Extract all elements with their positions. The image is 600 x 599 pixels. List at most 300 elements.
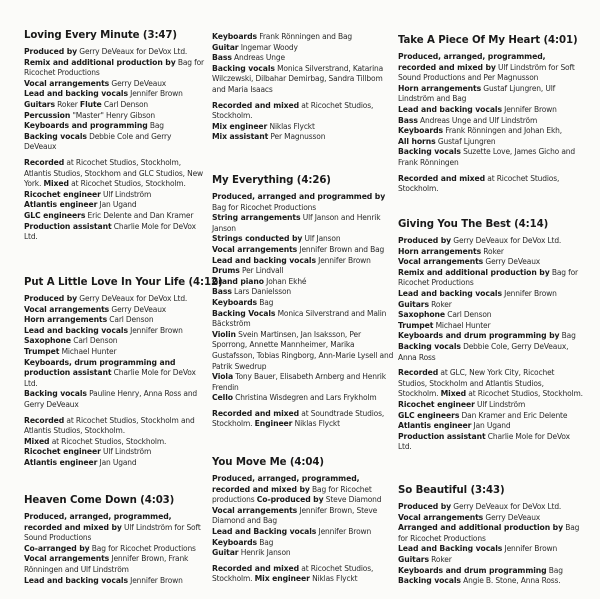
- credit-role: Produced, arranged, programmed, recorded and mixed by: [212, 474, 360, 494]
- credit-name: Roker: [481, 246, 504, 256]
- credit-line: [24, 447, 204, 458]
- credit-role: Recorded: [24, 415, 65, 425]
- credits-paragraph: [24, 294, 204, 411]
- track-title: My Everything (4:26): [212, 175, 331, 186]
- credit-name: Ulf Lindström for Soft Sound Productions and Per Magnusson: [398, 62, 575, 83]
- track-title: You Move Me (4:04): [212, 457, 324, 468]
- credit-name: at Ricochet Studios, Stockholm.: [398, 173, 560, 194]
- credit-name: Carl Denson: [107, 315, 154, 325]
- credit-line: [24, 200, 204, 211]
- credit-line: [24, 416, 204, 437]
- credit-line: [212, 132, 394, 143]
- credit-line: [398, 331, 584, 342]
- credit-role: Production assistant: [398, 431, 486, 441]
- credit-name: Jennifer Brown: [127, 89, 183, 99]
- credit-name: Charlie Mole for DeVox Ltd.: [398, 431, 570, 452]
- credit-role: Lead and Backing vocals: [212, 526, 317, 536]
- credit-role: Backing vocals: [212, 63, 275, 73]
- credit-role: Produced by: [398, 502, 452, 511]
- credit-role: Bass: [398, 115, 418, 125]
- credit-role: Vocal arrangements: [24, 554, 110, 564]
- credit-name: Carl Denson: [71, 336, 118, 346]
- credit-role: Backing vocals: [24, 389, 87, 399]
- credit-name: Christina Wisdegren and Lars Frykholm: [232, 393, 377, 403]
- credit-line: [398, 566, 584, 577]
- credit-name: Jennifer Brown: [501, 104, 557, 114]
- credit-line: [212, 287, 394, 298]
- credit-line: [24, 79, 204, 90]
- credit-line: [398, 84, 584, 105]
- credit-name: Per Magnusson: [268, 132, 326, 142]
- credit-role: Produced by: [398, 236, 452, 245]
- track-title: Put A Little Love In Your Life (4:12): [24, 277, 223, 288]
- credit-role: Mix assistant: [212, 132, 269, 142]
- credit-name: Bag for Ricochet Productions: [212, 202, 317, 212]
- credits-paragraph: [212, 32, 394, 96]
- credit-name: Suzette Love, James Gicho and Frank Rönningen: [398, 147, 576, 167]
- credit-role: Bass: [212, 53, 232, 63]
- credit-line: [24, 358, 204, 390]
- credit-role: Saxophone: [24, 336, 72, 346]
- credit-name: at Soundtrade Studios, Stockholm.: [212, 408, 385, 429]
- credit-role: Violin: [212, 329, 236, 339]
- credit-line: [398, 411, 584, 422]
- credit-role: Trumpet: [24, 346, 60, 356]
- credit-role: Backing vocals: [398, 147, 461, 157]
- credit-name: Gerry DeVeaux: [109, 304, 167, 314]
- credit-role: Produced, arranged, programmed, recorded and mixed by: [398, 52, 546, 72]
- credit-line: [24, 544, 204, 555]
- credit-line: [398, 137, 584, 148]
- credit-role: Lead and backing vocals: [398, 104, 502, 114]
- credit-name: Ingemar Woody: [238, 42, 298, 52]
- credit-name: Bag for Ricochet Productions: [398, 267, 578, 288]
- credit-line: [212, 245, 394, 256]
- credit-line: [24, 132, 204, 153]
- credit-name: Bag for Ricochet productions: [212, 484, 372, 505]
- credit-name: Svein Martinsen, Jan Isaksson, Per Sporrong, Annette Mannheimer, Marika Gustafsson, Tobias Ringborg, Ann-Marie Lysell and Patrik Swedrup: [212, 329, 394, 371]
- credit-role: Lead and backing vocals: [24, 575, 128, 585]
- credit-line: [24, 389, 204, 410]
- credit-line: [24, 222, 204, 243]
- track-section: [212, 175, 394, 435]
- credit-name: Henrik Janson: [238, 548, 291, 558]
- credit-line: [398, 147, 584, 168]
- credit-line: [398, 576, 584, 587]
- credit-name: Bag for Ricochet Productions: [24, 57, 204, 78]
- credit-line: [212, 527, 394, 538]
- credit-role: Vocal arrangements: [24, 304, 110, 314]
- track-title: Giving You The Best (4:14): [398, 219, 549, 230]
- credit-role: Guitar: [212, 548, 239, 558]
- track-section: [398, 35, 584, 200]
- credit-role: Recorded and mixed: [212, 100, 300, 110]
- credit-role: Produced by: [24, 294, 78, 303]
- credit-line: [398, 268, 584, 289]
- credit-line: [398, 310, 584, 321]
- credit-name: Gerry DeVeaux for DeVox Ltd.: [451, 236, 562, 245]
- credit-name: Gerry DeVeaux: [109, 78, 167, 88]
- credit-role: GLC engineers: [398, 410, 460, 420]
- credits-paragraph: [398, 52, 584, 169]
- credit-name: Frank Rönningen and Bag: [257, 32, 353, 41]
- credit-name: Bag for Ricochet Productions: [89, 543, 196, 553]
- credit-name: Eric Delente and Dan Kramer: [85, 210, 194, 220]
- credit-line: [24, 294, 204, 305]
- credit-name: Bag: [257, 537, 274, 547]
- credit-name: Jan Ugand: [471, 421, 511, 431]
- credit-role: Lead and backing vocals: [398, 288, 502, 298]
- credit-role: Horn arrangements: [398, 83, 482, 93]
- credit-role: Keyboards and drum programming: [398, 565, 547, 575]
- credit-line: [212, 506, 394, 527]
- credit-name: Pauline Henry, Anna Ross and Gerry DeVeaux: [24, 389, 198, 409]
- credit-line: [398, 247, 584, 258]
- credit-name: Roker: [428, 554, 452, 564]
- credit-name: at Ricochet Studios, Stockholm, Atlantis Studios, Stockhom and GLC Studios, New York.: [24, 157, 204, 189]
- credit-line: [212, 330, 394, 372]
- credit-name: Carl Denson: [445, 310, 492, 320]
- credit-role: Remix and additional production by: [398, 267, 550, 277]
- credit-role: Saxophone: [398, 310, 446, 320]
- credit-name: Niklas Flyckt: [267, 121, 315, 131]
- credit-name: Jennifer Brown, Steve Diamond and Bag: [212, 505, 378, 526]
- credit-name: Bag: [257, 297, 274, 307]
- credit-role: Keyboards: [212, 32, 257, 41]
- credit-name: Charlie Mole for DeVox Ltd.: [24, 368, 196, 388]
- credit-name: Roker: [54, 99, 80, 109]
- credit-line: [212, 234, 394, 245]
- credit-line: [398, 400, 584, 411]
- credit-name: Jennifer Brown, Frank Rönningen and Ulf Lindström: [24, 554, 189, 574]
- credit-role: Mixed: [440, 389, 467, 399]
- credit-name: at Ricochet Studios, Stockholm.: [466, 389, 583, 399]
- credits-paragraph: [24, 47, 204, 153]
- credit-line: [398, 257, 584, 268]
- credit-line: [398, 321, 584, 332]
- credit-name: Jennifer Brown: [502, 544, 558, 554]
- credit-name: at Ricochet Studios, Stockholm.: [49, 436, 167, 446]
- credit-role: All horns: [398, 136, 436, 146]
- credits-paragraph: [24, 158, 204, 243]
- credit-line: [24, 121, 204, 132]
- credit-line: [398, 174, 584, 195]
- credit-line: [24, 458, 204, 469]
- credit-line: [398, 105, 584, 116]
- credit-role: Vocal arrangements: [212, 505, 298, 515]
- credit-line: [24, 512, 204, 544]
- credit-role: Keyboards and drum programming by: [398, 331, 560, 341]
- credit-role: Lead and Backing vocals: [398, 544, 503, 554]
- credit-line: [398, 502, 584, 513]
- credit-line: [212, 32, 394, 43]
- credits-paragraph: [398, 174, 584, 195]
- credit-line: [24, 437, 204, 448]
- credit-role: Engineer: [254, 419, 293, 429]
- credits-paragraph: [212, 409, 394, 430]
- credit-name: Debbie Cole, Gerry DeVeaux, Anna Ross: [398, 341, 569, 362]
- track-section-continued: [212, 32, 394, 148]
- credit-role: Flute: [79, 99, 102, 109]
- credit-name: Ulf Janson: [302, 234, 341, 244]
- credit-role: Drums: [212, 266, 240, 276]
- credit-name: Ulf Janson and Henrik Janson: [212, 213, 381, 233]
- credit-line: [24, 89, 204, 100]
- credit-role: Guitar: [212, 42, 239, 52]
- credit-name: Ulf Lindström: [100, 189, 152, 199]
- credit-line: [212, 122, 394, 133]
- credit-line: [398, 513, 584, 524]
- credit-line: [212, 474, 394, 506]
- track-title: Heaven Come Down (4:03): [24, 495, 175, 506]
- credit-name: Charlie Mole for DeVox Ltd.: [24, 221, 196, 242]
- track-title: Loving Every Minute (3:47): [24, 30, 177, 41]
- credit-line: [24, 58, 204, 79]
- credit-name: Ulf Lindström for Soft Sound Productions: [24, 522, 201, 543]
- credit-name: Roker: [428, 299, 452, 309]
- credit-role: Guitars: [398, 554, 429, 564]
- credit-role: Keyboards and programming: [24, 121, 148, 131]
- credit-role: Backing vocals: [398, 341, 461, 351]
- track-section: [398, 485, 584, 592]
- credit-role: Trumpet: [398, 320, 434, 330]
- credit-role: Remix and additional production by: [24, 57, 176, 67]
- credits-paragraph: [24, 416, 204, 469]
- credit-line: [212, 266, 394, 277]
- credit-line: [398, 52, 584, 84]
- credit-name: at GLC, New York City, Ricochet Studios, Stockholm and Atlantis Studios, Stockholm.: [398, 368, 555, 399]
- credit-name: Steve Diamond: [323, 495, 382, 505]
- credit-role: Ricochet engineer: [24, 189, 101, 199]
- track-section: [24, 30, 204, 248]
- credit-name: Jennifer Brown: [315, 255, 371, 265]
- credit-role: Produced, arranged and programmed by: [212, 192, 386, 201]
- credit-name: Jan Ugand: [97, 457, 137, 467]
- credit-name: Andreas Unge: [231, 53, 285, 63]
- track-title: Take A Piece Of My Heart (4:01): [398, 35, 578, 46]
- credit-name: Dan Kramer and Eric Delente: [459, 410, 568, 420]
- credit-line: [398, 126, 584, 137]
- credit-role: Produced by: [24, 47, 78, 56]
- credit-line: [212, 538, 394, 549]
- credit-name: Frank Rönningen and Johan Ekh,: [443, 126, 562, 136]
- credit-role: Bass: [212, 287, 232, 297]
- credit-name: Ulf Lindström: [100, 447, 152, 457]
- credit-role: Atlantis engineer: [398, 421, 472, 431]
- credit-line: [398, 236, 584, 247]
- credit-name: Niklas Flyckt: [309, 574, 358, 584]
- credits-paragraph: [398, 236, 584, 363]
- credit-role: Ricochet engineer: [24, 447, 101, 457]
- credit-line: [212, 43, 394, 54]
- credit-line: [24, 315, 204, 326]
- credit-line: [398, 544, 584, 555]
- credit-line: [24, 158, 204, 190]
- credit-name: at Ricochet Studios, Stockholm.: [212, 563, 374, 584]
- credit-line: [24, 326, 204, 337]
- credit-role: Ricochet engineer: [398, 399, 475, 409]
- credit-name: Niklas Flyckt: [292, 419, 340, 429]
- credit-name: Jennifer Brown: [127, 575, 183, 585]
- credit-line: [24, 111, 204, 122]
- credit-name: Andreas Unge and Ulf Lindström: [417, 115, 538, 125]
- credit-name: Monica Silverstrand and Malin Bäckström: [212, 308, 387, 329]
- credits-paragraph: [212, 101, 394, 143]
- credit-name: Per Lindvall: [239, 266, 284, 276]
- credit-role: Vocal arrangements: [212, 244, 298, 254]
- credit-role: Keyboards, drum programming and production assistant: [24, 357, 176, 378]
- credit-role: Recorded: [398, 368, 439, 378]
- credit-line: [212, 277, 394, 288]
- credit-role: Recorded and mixed: [398, 173, 486, 183]
- credit-name: Michael Hunter: [433, 320, 491, 330]
- credit-line: [398, 555, 584, 566]
- credit-role: Grand piano: [212, 276, 264, 286]
- credit-role: String arrangements: [212, 213, 301, 223]
- credit-role: Mix engineer: [212, 121, 268, 131]
- credit-line: [212, 256, 394, 267]
- credit-name: Gerry DeVeaux for DeVox Ltd.: [77, 47, 188, 56]
- credit-name: Tony Bauer, Elisabeth Arnberg and Henrik Frendin: [212, 372, 386, 392]
- credit-role: Guitars: [398, 299, 429, 309]
- credit-line: [212, 309, 394, 330]
- credit-role: Viola: [212, 372, 234, 382]
- credit-name: Gerry DeVeaux for DeVox Ltd.: [451, 502, 562, 511]
- credit-role: Horn arrangements: [24, 315, 108, 325]
- credit-name: Carl Denson: [101, 99, 149, 109]
- credit-role: Strings conducted by: [212, 234, 303, 244]
- credit-name: Gustaf Ljungren, Ulf Lindström and Bag: [398, 83, 556, 104]
- credit-role: Lead and backing vocals: [24, 325, 128, 335]
- credit-role: Production assistant: [24, 221, 112, 231]
- credit-line: [398, 421, 584, 432]
- credit-line: [398, 116, 584, 127]
- credits-paragraph: [212, 564, 394, 585]
- credit-role: Mixed: [43, 179, 69, 189]
- credit-role: Lead and backing vocals: [24, 89, 128, 99]
- credit-role: Produced, arranged, programmed, recorded and mixed by: [24, 512, 172, 532]
- credit-line: [212, 564, 394, 585]
- credit-line: [212, 372, 394, 393]
- credit-line: [398, 523, 584, 544]
- credit-line: [212, 192, 394, 213]
- credit-role: Lead and backing vocals: [212, 255, 316, 265]
- credits-paragraph: [398, 502, 584, 587]
- credit-role: Recorded: [24, 157, 65, 167]
- credit-role: Vocal arrangements: [398, 512, 484, 522]
- credit-role: Co-arranged by: [24, 543, 90, 553]
- credit-role: Vocal arrangements: [398, 257, 484, 267]
- credits-paragraph: [212, 192, 394, 404]
- credit-name: Lars Danielsson: [231, 287, 292, 297]
- credit-name: at Ricochet Studios, Stockholm.: [68, 179, 186, 189]
- track-section: [24, 495, 204, 591]
- credit-role: Mixed: [24, 436, 50, 446]
- credit-line: [24, 336, 204, 347]
- credit-line: [212, 298, 394, 309]
- credit-role: Keyboards: [212, 537, 257, 547]
- credit-name: Gustaf Ljungren: [435, 136, 496, 146]
- credit-name: Monica Silverstrand, Katarina Wilczewski, Dilbahar Demirbag, Sandra Tillbom and Maria Isaacs: [212, 63, 384, 94]
- credit-name: Michael Hunter: [59, 346, 117, 356]
- credit-role: Mix engineer: [254, 574, 310, 584]
- credit-line: [24, 211, 204, 222]
- credit-name: at Ricochet Studios, Stockholm and Atlantis Studios, Stockholm.: [24, 415, 195, 436]
- credit-name: Bag: [559, 331, 576, 341]
- credit-name: Gerry DeVeaux: [483, 512, 541, 522]
- credit-line: [398, 432, 584, 453]
- credit-name: Jennifer Brown: [501, 288, 557, 298]
- credit-line: [24, 47, 204, 58]
- credit-role: Guitars: [24, 99, 55, 109]
- credit-name: Gerry DeVeaux for DeVox Ltd.: [77, 294, 188, 303]
- credit-name: Angie B. Stone, Anna Ross.: [460, 576, 561, 586]
- credit-name: Ulf Lindström: [474, 399, 526, 409]
- track-section: [398, 219, 584, 458]
- credit-line: [212, 409, 394, 430]
- credit-line: [24, 554, 204, 575]
- credit-line: [24, 576, 204, 587]
- credit-role: Percussion: [24, 110, 71, 120]
- credit-line: [398, 342, 584, 363]
- credit-line: [398, 289, 584, 300]
- credit-name: Jan Ugand: [97, 200, 137, 210]
- credit-name: Jennifer Brown: [127, 325, 183, 335]
- credit-line: [24, 347, 204, 358]
- credit-name: Jennifer Brown: [316, 526, 372, 536]
- credits-paragraph: [212, 474, 394, 559]
- credit-role: Backing Vocals: [212, 308, 276, 318]
- credit-role: Atlantis engineer: [24, 200, 98, 210]
- credit-role: Atlantis engineer: [24, 457, 98, 467]
- credit-name: at Ricochet Studios, Stockholm.: [212, 100, 374, 121]
- credit-name: Johan Ekhé: [263, 276, 307, 286]
- credit-name: Bag: [546, 565, 563, 575]
- credit-line: [212, 53, 394, 64]
- credit-line: [212, 64, 394, 96]
- credit-line: [24, 100, 204, 111]
- credit-line: [398, 368, 584, 400]
- credit-line: [212, 393, 394, 404]
- credit-line: [212, 101, 394, 122]
- credit-name: Bag for Ricochet Productions: [398, 523, 580, 543]
- credit-line: [212, 548, 394, 559]
- credit-line: [212, 213, 394, 234]
- credit-role: Backing vocals: [24, 131, 87, 141]
- credit-name: Bag: [147, 121, 164, 131]
- credits-paragraph: [398, 368, 584, 453]
- credit-role: Keyboards: [212, 297, 257, 307]
- credit-line: [24, 190, 204, 201]
- credit-role: Vocal arrangements: [24, 78, 110, 88]
- track-section: [212, 457, 394, 590]
- credit-role: GLC engineers: [24, 210, 86, 220]
- credit-line: [24, 305, 204, 316]
- credit-role: Cello: [212, 393, 233, 403]
- credit-name: "Master" Henry Gibson: [70, 110, 156, 120]
- track-title: So Beautiful (3:43): [398, 485, 505, 496]
- credit-name: Gerry DeVeaux: [483, 257, 541, 267]
- credit-role: Arranged and additional production by: [398, 523, 563, 533]
- credit-role: Keyboards: [398, 126, 443, 136]
- credit-role: Backing vocals: [398, 576, 461, 586]
- credit-name: Jennifer Brown and Bag: [297, 244, 385, 254]
- credit-role: Co-produced by: [256, 495, 324, 505]
- credit-role: Recorded and mixed: [212, 408, 300, 418]
- credit-role: Horn arrangements: [398, 246, 482, 256]
- credit-name: Debbie Cole and Gerry DeVeaux: [24, 131, 172, 152]
- credit-line: [398, 300, 584, 311]
